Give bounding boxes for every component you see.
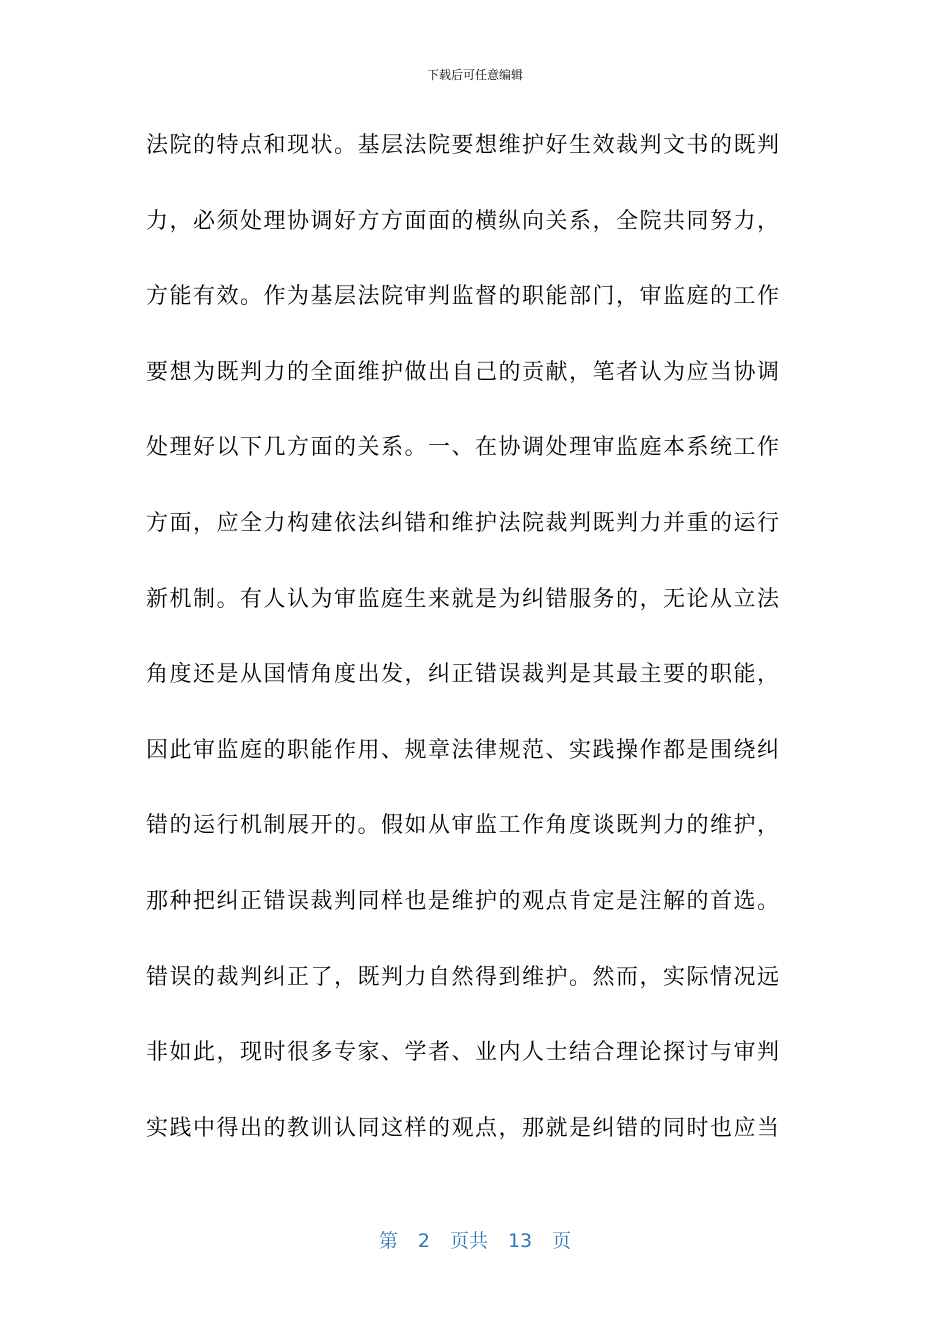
text-line: 力，必须处理协调好方方面面的横纵向关系，全院共同努力， [146, 208, 781, 234]
document-body [146, 128, 806, 1186]
footer-prefix: 第 [378, 1230, 398, 1252]
page-footer [0, 1226, 950, 1253]
text-line: 非如此，现时很多专家、学者、业内人士结合理论探讨与审判 [146, 1040, 781, 1066]
text-line: 方面，应全力构建依法纠错和维护法院裁判既判力并重的运行 [146, 510, 781, 536]
text-line: 方能有效。作为基层法院审判监督的职能部门，审监庭的工作 [146, 284, 781, 310]
text-line: 新机制。有人认为审监庭生来就是为纠错服务的，无论从立法 [146, 586, 781, 612]
text-line: 角度还是从国情角度出发，纠正错误裁判是其最主要的职能， [146, 662, 781, 688]
text-line: 错误的裁判纠正了，既判力自然得到维护。然而，实际情况远 [146, 964, 781, 990]
footer-middle: 页共 [449, 1230, 488, 1252]
text-line: 实践中得出的教训认同这样的观点，那就是纠错的同时也应当 [146, 1115, 781, 1141]
text-line: 因此审监庭的职能作用、规章法律规范、实践操作都是围绕纠 [146, 737, 781, 763]
text-line: 处理好以下几方面的关系。一、在协调处理审监庭本系统工作 [146, 435, 781, 461]
current-page-number: 2 [417, 1230, 430, 1252]
text-line: 法院的特点和现状。基层法院要想维护好生效裁判文书的既判 [146, 133, 781, 158]
header-note: 下载后可任意编辑 [426, 68, 523, 82]
text-line: 要想为既判力的全面维护做出自己的贡献，笔者认为应当协调 [146, 359, 781, 385]
text-line: 错的运行机制展开的。假如从审监工作角度谈既判力的维护， [146, 813, 781, 839]
total-pages-number: 13 [507, 1230, 533, 1252]
text-line: 那种把纠正错误裁判同样也是维护的观点肯定是注解的首选。 [146, 888, 781, 914]
footer-suffix: 页 [552, 1230, 572, 1252]
